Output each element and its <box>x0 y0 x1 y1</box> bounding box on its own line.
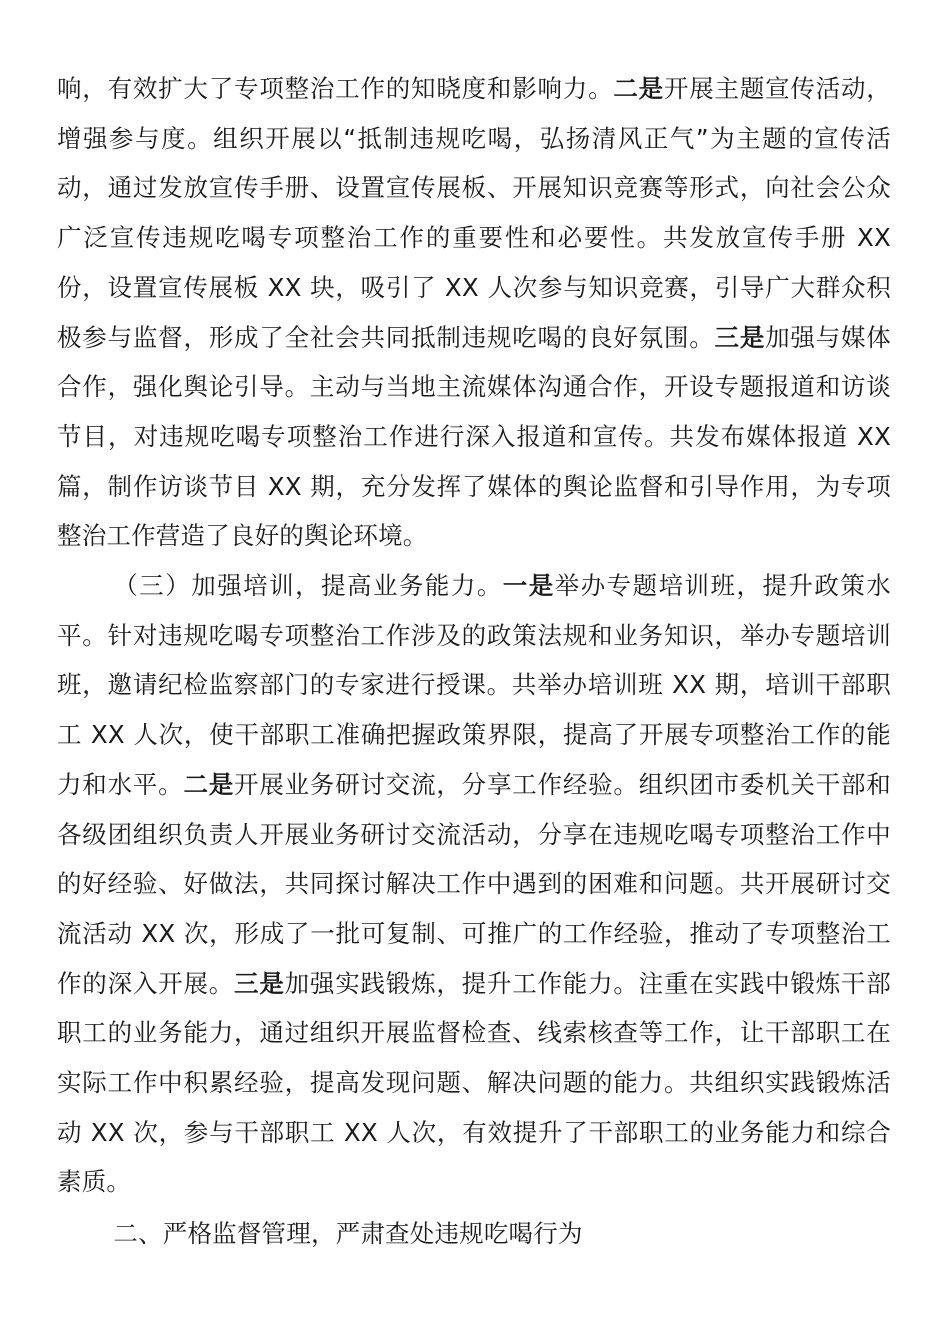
bold-marker: 三是 <box>714 322 766 352</box>
text-run: 响，有效扩大了专项整治工作的知晓度和影响力。 <box>57 74 614 103</box>
text-run: 开展主题宣传活动，增强参与度。组织开展以“抵制违规吃喝，弘扬清风正气”为主题的宣传活动，通过发放宣传手册、设置宣传展板、开展知识竞赛等形式，向社会公众广泛宣传违规吃喝专项整治工作的重要性和必要性。共发放宣传手册 XX 份，设置宣传展板 XX 块，吸引了 XX 人次参与知识竞赛，引导广大群众积极参与监督，形成了全社会共同抵制违规吃喝的良好氛围。 <box>57 74 891 352</box>
text-run: 举办专题培训班，提升政策水平。针对违规吃喝专项整治工作涉及的政策法规和业务知识，举办专题培训班，邀请纪检监察部门的专家进行授课。共举办培训班 XX 期，培训干部职工 XX 人次，使干部职工准确把握政策界限，提高了开展专项整治工作的能力和水平。 <box>57 571 891 799</box>
section-heading: 二、严格监督管理，严肃查处违规吃喝行为 <box>113 1219 583 1249</box>
bold-marker: 二是 <box>183 769 235 799</box>
text-run: 加强与媒体合作，强化舆论引导。主动与当地主流媒体沟通合作，开设专题报道和访谈节目，对违规吃喝专项整治工作进行深入报道和宣传。共发布媒体报道 XX 篇，制作访谈节目 XX 期，充分发挥了媒体的舆论监督和引导作用，为专项整治工作营造了良好的舆论环境。 <box>57 322 892 551</box>
text-run: 加强实践锻炼，提升工作能力。注重在实践中锻炼干部职工的业务能力，通过组织开展监督检查、线索核查等工作，让干部职工在实际工作中积累经验，提高发现问题、解决问题的能力。共组织实践锻炼活动 XX 次，参与干部职工 XX 人次，有效提升了干部职工的业务能力和综合素质。 <box>57 968 891 1197</box>
bold-marker: 一是 <box>502 571 555 601</box>
paragraph-training <box>57 561 891 1207</box>
bold-marker: 三是 <box>234 968 285 998</box>
paragraph-publicity <box>57 64 891 561</box>
text-run: （三）加强培训，提高业务能力。 <box>113 571 503 601</box>
text-run: 开展业务研讨交流，分享工作经验。组织团市委机关干部和各级团组织负责人开展业务研讨交流活动，分享在违规吃喝专项整治工作中的好经验、好做法，共同探讨解决工作中遇到的困难和问题。共开展研讨交流活动 XX 次，形成了一批可复制、可推广的工作经验，推动了专项整治工作的深入开展。 <box>57 769 892 998</box>
document-page <box>57 64 891 1259</box>
bold-marker: 二是 <box>613 74 664 103</box>
